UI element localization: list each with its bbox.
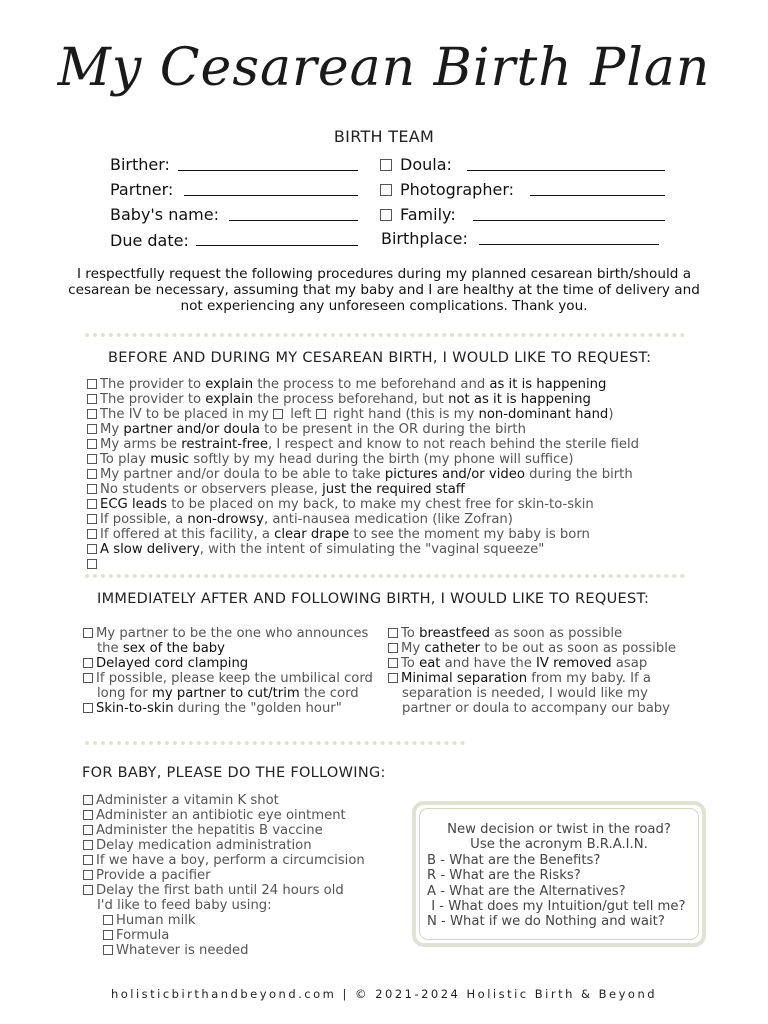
list-item: Minimal separation from my baby. If a: [388, 671, 676, 686]
list-item: To play music softly by my head during the birth (my phone will suffice): [87, 452, 639, 467]
checkbox[interactable]: [83, 795, 93, 805]
checkbox[interactable]: [87, 439, 97, 449]
list-item: Provide a pacifier: [83, 868, 365, 883]
checkbox[interactable]: [103, 930, 113, 940]
checkbox[interactable]: [87, 544, 97, 554]
baby-heading: FOR BABY, PLEASE DO THE FOLLOWING:: [82, 765, 386, 781]
partner-label: Partner:: [110, 180, 174, 199]
list-item: Administer a vitamin K shot: [83, 793, 365, 808]
babys-name-field[interactable]: [229, 220, 358, 221]
due-date-label: Due date:: [110, 231, 189, 250]
feed-label: I'd like to feed baby using:: [97, 898, 272, 913]
birthplace-field[interactable]: [479, 244, 659, 245]
dotted-divider: [85, 333, 685, 337]
list-item-blank: [87, 557, 639, 572]
brain-item-i: I - What does my Intuition/gut tell me?: [427, 898, 686, 914]
list-item: If we have a boy, perform a circumcision: [83, 853, 365, 868]
list-item: Administer the hepatitis B vaccine: [83, 823, 365, 838]
baby-list: [83, 793, 365, 958]
checkbox[interactable]: [87, 394, 97, 404]
checkbox[interactable]: [87, 424, 97, 434]
list-item: Delay medication administration: [83, 838, 365, 853]
list-item: My partner to be the one who announces: [83, 626, 373, 641]
list-item-continued: long for my partner to cut/trim the cord: [97, 686, 359, 701]
intro-paragraph: I respectfully request the following procedures during my planned cesarean birth/should a cesarean be necessary, assuming that my baby and I are healthy at the time of delivery and not experiencing any unforeseen complications. Thank you.: [68, 266, 700, 314]
brain-intro-1: New decision or twist in the road?: [447, 822, 671, 837]
checkbox[interactable]: [87, 379, 97, 389]
family-checkbox[interactable]: [380, 209, 392, 221]
checkbox[interactable]: [388, 673, 398, 683]
list-item: Delayed cord clamping: [83, 656, 373, 671]
brain-item-a: A - What are the Alternatives?: [427, 883, 626, 899]
babys-name-label: Baby's name:: [110, 205, 219, 224]
list-item: If possible, a non-drowsy, anti-nausea medication (like Zofran): [87, 512, 639, 527]
list-item: My partner and/or doula to be able to take pictures and/or video during the birth: [87, 467, 639, 482]
checkbox[interactable]: [83, 628, 93, 638]
left-hand-checkbox[interactable]: [273, 409, 283, 419]
checkbox[interactable]: [87, 469, 97, 479]
checkbox[interactable]: [87, 529, 97, 539]
checkbox[interactable]: [83, 870, 93, 880]
dotted-divider: [85, 574, 685, 578]
checkbox[interactable]: [83, 885, 93, 895]
dotted-divider: [85, 741, 465, 745]
checkbox[interactable]: [87, 409, 97, 419]
checkbox[interactable]: [103, 945, 113, 955]
list-item: Delay the first bath until 24 hours old: [83, 883, 365, 898]
birth-team-heading: BIRTH TEAM: [333, 127, 435, 146]
checkbox[interactable]: [103, 915, 113, 925]
checkbox[interactable]: [83, 840, 93, 850]
after-list-left: [83, 626, 373, 716]
list-item: If offered at this facility, a clear drape to see the moment my baby is born: [87, 527, 639, 542]
list-item: No students or observers please, just the required staff: [87, 482, 639, 497]
birther-field[interactable]: [178, 170, 358, 171]
page-title: My Cesarean Birth Plan: [57, 38, 711, 98]
footer: holisticbirthandbeyond.com | © 2021-2024 Holistic Birth & Beyond: [110, 987, 658, 1001]
checkbox[interactable]: [87, 559, 97, 569]
list-item: My catheter to be out as soon as possible: [388, 641, 676, 656]
list-item: The provider to explain the process to me beforehand and as it is happening: [87, 377, 639, 392]
checkbox[interactable]: [87, 484, 97, 494]
family-label: Family:: [400, 205, 456, 224]
before-list: [87, 377, 639, 572]
after-list-right: [388, 626, 676, 716]
list-item: My arms be restraint-free, I respect and know to not reach behind the sterile field: [87, 437, 639, 452]
brain-intro-2: Use the acronym B.R.A.I.N.: [470, 837, 648, 852]
checkbox[interactable]: [83, 855, 93, 865]
list-item: Skin-to-skin during the "golden hour": [83, 701, 373, 716]
photographer-checkbox[interactable]: [380, 184, 392, 196]
partner-field[interactable]: [184, 195, 358, 196]
brain-item-n: N - What if we do Nothing and wait?: [427, 914, 665, 930]
list-item: The IV to be placed in my left right hand (this is my non-dominant hand): [87, 407, 639, 422]
list-item: The provider to explain the process beforehand, but not as it is happening: [87, 392, 639, 407]
list-item-continued: the sex of the baby: [97, 641, 225, 656]
feed-option: Formula: [83, 928, 365, 943]
list-item-continued: partner or doula to accompany our baby: [402, 701, 670, 716]
brain-item-r: R - What are the Risks?: [427, 868, 581, 884]
checkbox[interactable]: [83, 825, 93, 835]
photographer-field[interactable]: [530, 195, 665, 196]
list-item: ECG leads to be placed on my back, to make my chest free for skin-to-skin: [87, 497, 639, 512]
list-item: Administer an antibiotic eye ointment: [83, 808, 365, 823]
checkbox[interactable]: [83, 673, 93, 683]
family-field[interactable]: [473, 220, 665, 221]
brain-list: [427, 853, 686, 929]
list-item: To breastfeed as soon as possible: [388, 626, 676, 641]
checkbox[interactable]: [83, 810, 93, 820]
before-heading: BEFORE AND DURING MY CESAREAN BIRTH, I WOULD LIKE TO REQUEST:: [108, 350, 652, 366]
checkbox[interactable]: [87, 499, 97, 509]
brain-box: [412, 801, 706, 947]
checkbox[interactable]: [87, 454, 97, 464]
feed-option: Whatever is needed: [83, 943, 365, 958]
checkbox[interactable]: [83, 703, 93, 713]
list-item: A slow delivery, with the intent of simulating the "vaginal squeeze": [87, 542, 639, 557]
photographer-row: [380, 180, 514, 199]
brain-item-b: B - What are the Benefits?: [427, 853, 601, 868]
checkbox[interactable]: [87, 514, 97, 524]
birther-label: Birther:: [110, 155, 170, 174]
checkbox[interactable]: [388, 643, 398, 653]
doula-label: Doula:: [400, 155, 452, 174]
due-date-field[interactable]: [196, 245, 358, 246]
checkbox[interactable]: [388, 628, 398, 638]
checkbox[interactable]: [388, 658, 398, 668]
doula-field[interactable]: [467, 170, 665, 171]
right-hand-checkbox[interactable]: [316, 409, 326, 419]
list-item: My partner and/or doula to be present in the OR during the birth: [87, 422, 639, 437]
family-row: [380, 205, 456, 224]
doula-row: [380, 155, 452, 174]
doula-checkbox[interactable]: [380, 159, 392, 171]
list-item-continued: separation is needed, I would like my: [402, 686, 648, 701]
after-heading: IMMEDIATELY AFTER AND FOLLOWING BIRTH, I WOULD LIKE TO REQUEST:: [97, 591, 650, 607]
checkbox[interactable]: [83, 658, 93, 668]
list-item: To eat and have the IV removed asap: [388, 656, 676, 671]
photographer-label: Photographer:: [400, 180, 515, 199]
list-item: If possible, please keep the umbilical cord: [83, 671, 373, 686]
feed-option: Human milk: [83, 913, 365, 928]
birthplace-label: Birthplace:: [381, 229, 468, 248]
